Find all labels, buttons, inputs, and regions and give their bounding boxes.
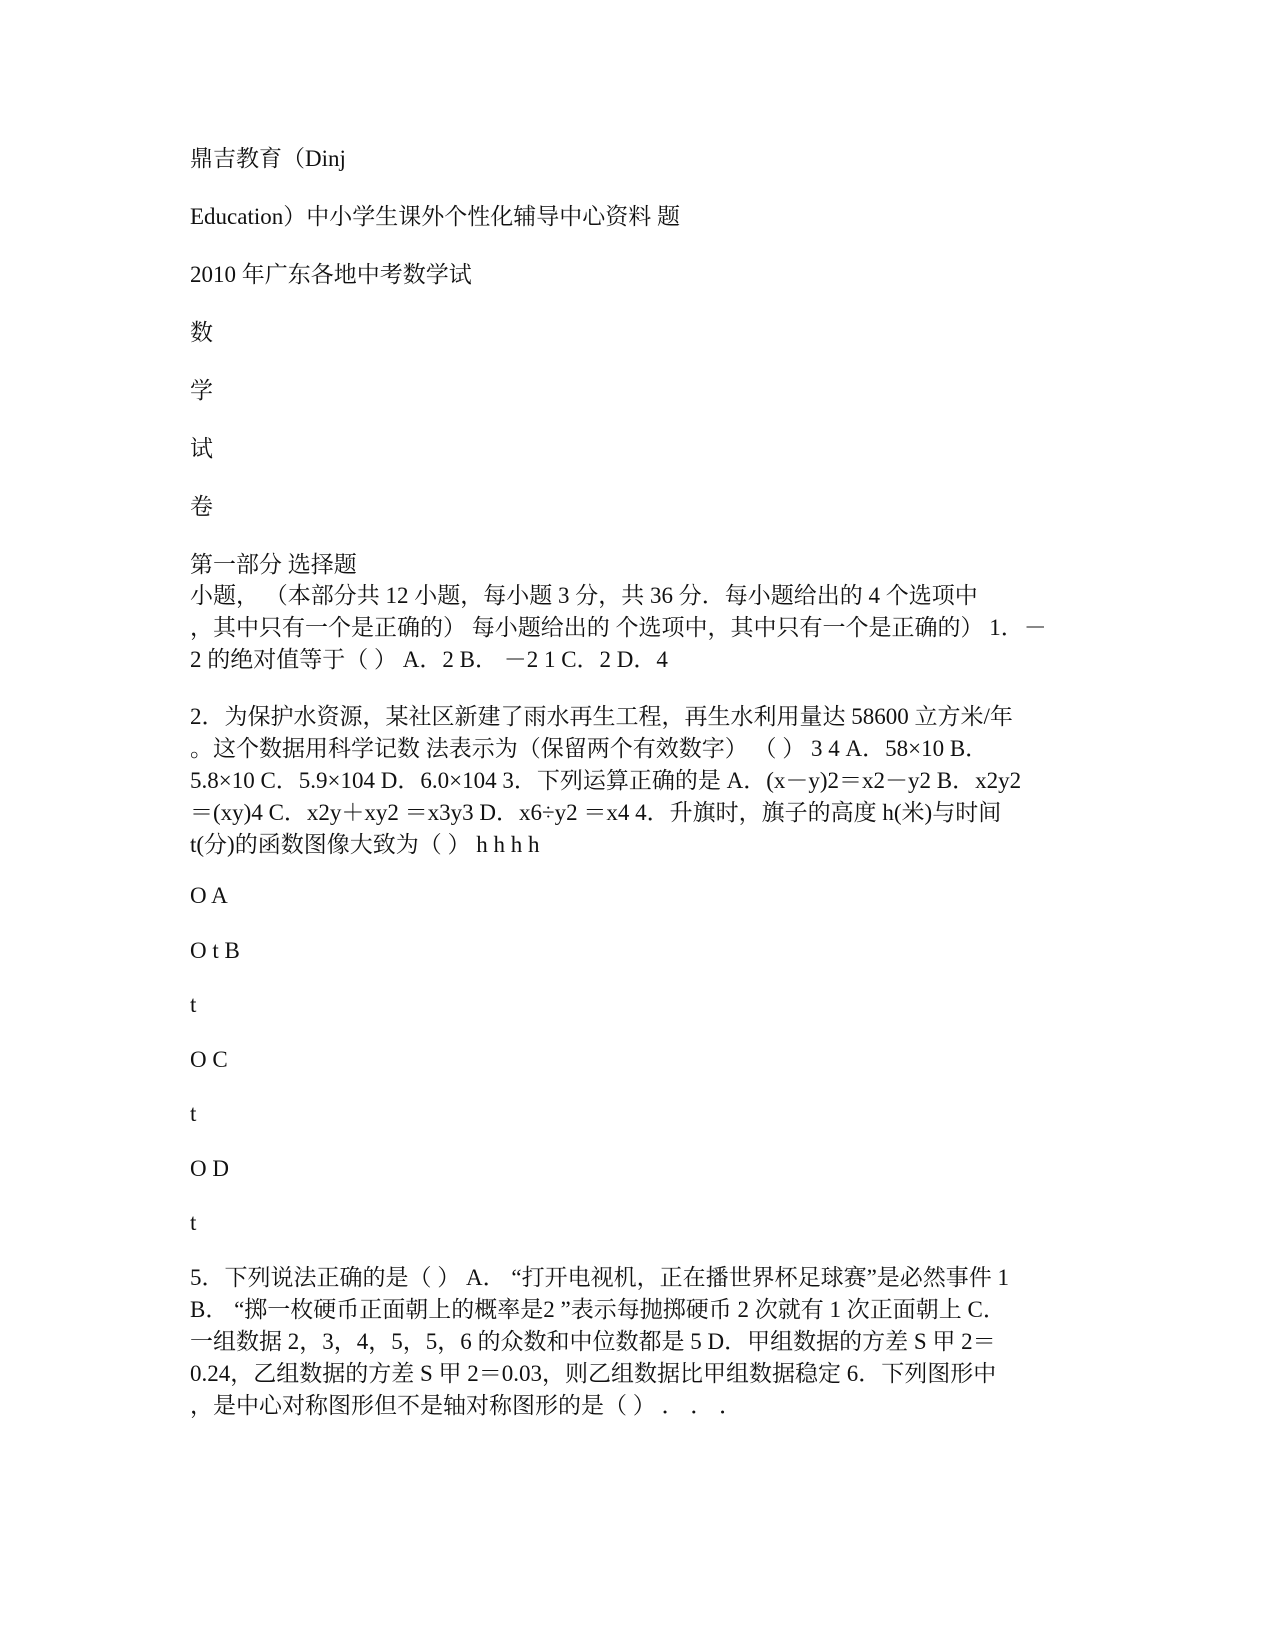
title-char: 学 bbox=[190, 378, 213, 403]
header-line-1: 鼎吉教育（Dinj bbox=[190, 146, 346, 171]
text-line: 5.8×10 C．5.9×104 D．6.0×104 3．下列运算正确的是 A．(x－y)2＝x2－y2 B．x2y2 bbox=[190, 768, 1022, 793]
graph-label: O t B bbox=[190, 938, 240, 963]
question-5-paragraph bbox=[190, 1262, 1090, 1422]
text-line: 0.24，乙组数据的方差 S 甲 2＝0.03，则乙组数据比甲组数据稳定 6．下列图形中 bbox=[190, 1361, 997, 1386]
text-line: ＝(xy)4 C．x2y＋xy2 ＝x3y3 D．x6÷y2 ＝x4 4．升旗时，旗子的高度 h(米)与时间 bbox=[190, 800, 1002, 825]
title-char: 数 bbox=[190, 320, 213, 345]
graph-label: t bbox=[190, 1101, 197, 1126]
text-line: 2 的绝对值等于（ ） A．2 B． －2 1 C．2 D．4 bbox=[190, 647, 668, 672]
question-2-paragraph bbox=[190, 701, 1090, 861]
graph-label: O A bbox=[190, 883, 228, 908]
graph-label: O C bbox=[190, 1047, 228, 1072]
title-char: 试 bbox=[190, 436, 213, 461]
text-line: t(分)的函数图像大致为（ ） h h h h bbox=[190, 832, 540, 857]
graph-label: t bbox=[190, 992, 197, 1017]
text-line: 5．下列说法正确的是（ ） A． “打开电视机，正在播世界杯足球赛”是必然事件 1 bbox=[190, 1265, 1010, 1290]
text-line: ，其中只有一个是正确的） 每小题给出的 个选项中，其中只有一个是正确的） 1．－ bbox=[190, 615, 1047, 640]
exam-title: 2010 年广东各地中考数学试 bbox=[190, 262, 472, 287]
graph-label: O D bbox=[190, 1156, 229, 1181]
intro-paragraph bbox=[190, 580, 1090, 676]
text-line: 小题， （本部分共 12 小题，每小题 3 分，共 36 分．每小题给出的 4 个选项中 bbox=[190, 583, 978, 608]
title-char: 卷 bbox=[190, 494, 213, 519]
text-line: 。这个数据用科学记数 法表示为（保留两个有效数字） （ ） 3 4 A．58×10 B． bbox=[190, 736, 989, 761]
text-line: 一组数据 2，3，4，5，5，6 的众数和中位数都是 5 D．甲组数据的方差 S 甲 2＝ bbox=[190, 1329, 996, 1354]
part-heading: 第一部分 选择题 bbox=[190, 552, 357, 577]
text-line: 2．为保护水资源，某社区新建了雨水再生工程，再生水利用量达 58600 立方米/年 bbox=[190, 704, 1013, 729]
text-line: ，是中心对称图形但不是轴对称图形的是（ ） ． ． ． bbox=[190, 1393, 742, 1418]
header-line-2: Education）中小学生课外个性化辅导中心资料 题 bbox=[190, 204, 680, 229]
graph-label: t bbox=[190, 1210, 197, 1235]
text-line: B． “掷一枚硬币正面朝上的概率是2 ”表示每抛掷硬币 2 次就有 1 次正面朝上 C． bbox=[190, 1297, 1006, 1322]
